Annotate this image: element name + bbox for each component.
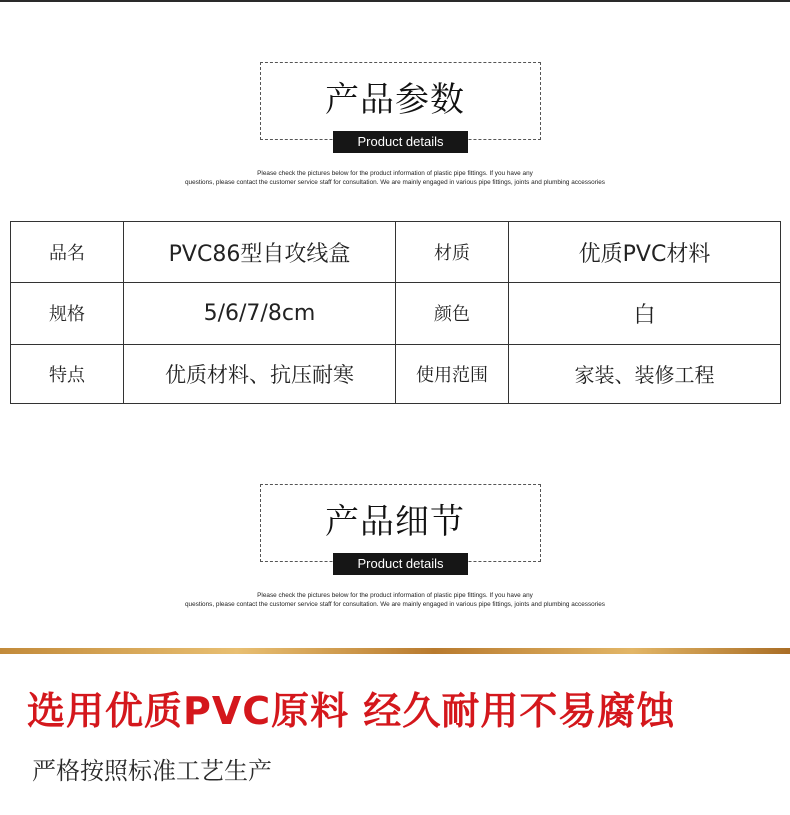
note-line-2: questions, please contact the customer service staff for consultation. We are mainly engaged in various pipe fittings, joints and plumbing accessories [185,601,605,608]
section-badge: Product details [333,131,468,153]
spec-label: 规格 [11,283,124,344]
section-title: 产品细节 [325,502,465,542]
note-line-1: Please check the pictures below for the product information of plastic pipe fittings. If you have any [257,592,533,599]
table-row [11,344,781,403]
spec-value: 白 [509,283,781,344]
spec-value: 优质PVC材料 [509,222,781,283]
section-header-details [0,484,790,624]
section-header-parameters [0,62,790,202]
feature-headline: 选用优质PVC原料 经久耐用不易腐蚀 [27,689,676,733]
section-note [0,169,790,187]
section-badge: Product details [333,553,468,575]
note-line-1: Please check the pictures below for the product information of plastic pipe fittings. If you have any [257,170,533,177]
note-line-2: questions, please contact the customer service staff for consultation. We are mainly engaged in various pipe fittings, joints and plumbing accessories [185,179,605,186]
feature-subline: 严格按照标准工艺生产 [32,757,272,785]
spec-label: 颜色 [396,283,509,344]
table-row [11,222,781,283]
spec-table [10,221,781,404]
spec-value: 5/6/7/8cm [124,283,396,344]
top-divider [0,0,790,2]
spec-label: 特点 [11,344,124,403]
spec-value: PVC86型自攻线盒 [124,222,396,283]
spec-value: 家装、装修工程 [509,344,781,403]
table-row [11,283,781,344]
section-title: 产品参数 [325,80,465,120]
spec-label: 品名 [11,222,124,283]
spec-label: 使用范围 [396,344,509,403]
spec-label: 材质 [396,222,509,283]
gold-divider [0,648,790,654]
section-note [0,591,790,609]
spec-value: 优质材料、抗压耐寒 [124,344,396,403]
